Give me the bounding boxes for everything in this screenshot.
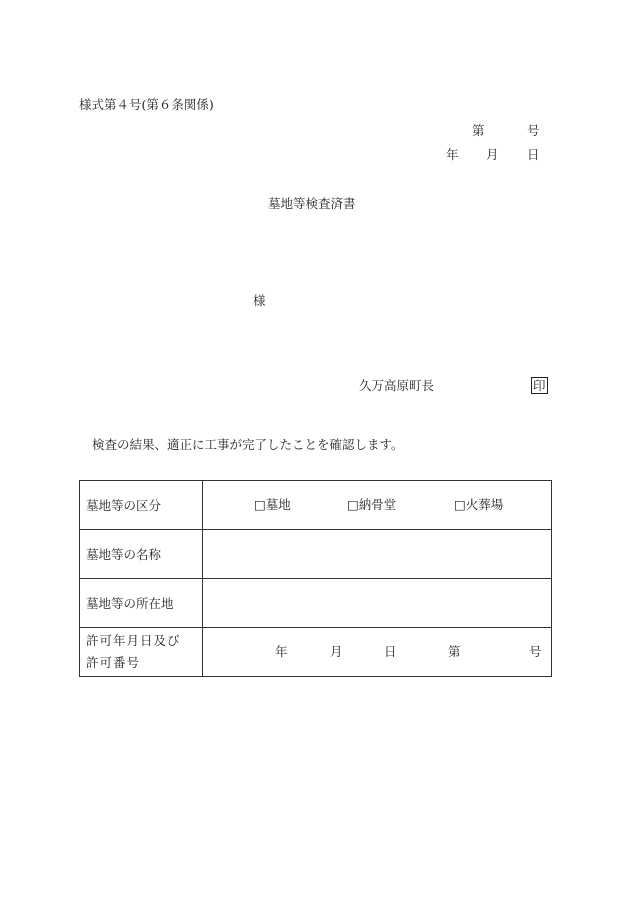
doc-number-go: 号 (527, 123, 540, 138)
doc-date-month: 月 (486, 147, 499, 162)
label-category: 墓地等の区分 (80, 481, 203, 530)
permit-day-label: 日 (384, 644, 397, 659)
category-options-cell (203, 481, 552, 530)
permit-number-go: 号 (529, 644, 542, 659)
seal-mark (531, 377, 548, 394)
label-location: 墓地等の所在地 (80, 579, 203, 628)
body-statement: 検査の結果、適正に工事が完了したことを確認します。 (92, 437, 404, 452)
checkbox-option-crematorium[interactable]: □火葬場 (454, 497, 504, 512)
checkbox-option-cemetery[interactable]: □墓地 (254, 497, 291, 512)
location-value-cell[interactable] (203, 579, 552, 628)
inspection-table (79, 480, 552, 677)
table-row-location (80, 579, 552, 628)
label-permit-line2: 許可番号 (86, 655, 141, 670)
permit-year-label: 年 (275, 644, 288, 659)
issuer-name: 久万高原町長 (359, 378, 435, 393)
seal-text: 印 (533, 378, 546, 393)
table-row-category (80, 481, 552, 530)
doc-date-day: 日 (527, 147, 540, 162)
permit-value-cell[interactable] (203, 628, 552, 677)
form-reference: 様式第４号(第６条関係) (79, 97, 214, 112)
checkbox-option-ossuary[interactable]: □納骨堂 (347, 497, 397, 512)
label-name: 墓地等の名称 (80, 530, 203, 579)
addressee-suffix: 様 (253, 293, 266, 308)
table-row-permit (80, 628, 552, 677)
name-value-cell[interactable] (203, 530, 552, 579)
table-row-name (80, 530, 552, 579)
label-permit (80, 628, 203, 677)
permit-number-dai: 第 (448, 644, 461, 659)
permit-month-label: 月 (330, 644, 343, 659)
doc-number-dai: 第 (472, 123, 485, 138)
doc-date-year: 年 (446, 147, 459, 162)
document-title: 墓地等検査済書 (268, 196, 356, 211)
label-permit-line1: 許可年月日及び (86, 633, 181, 648)
